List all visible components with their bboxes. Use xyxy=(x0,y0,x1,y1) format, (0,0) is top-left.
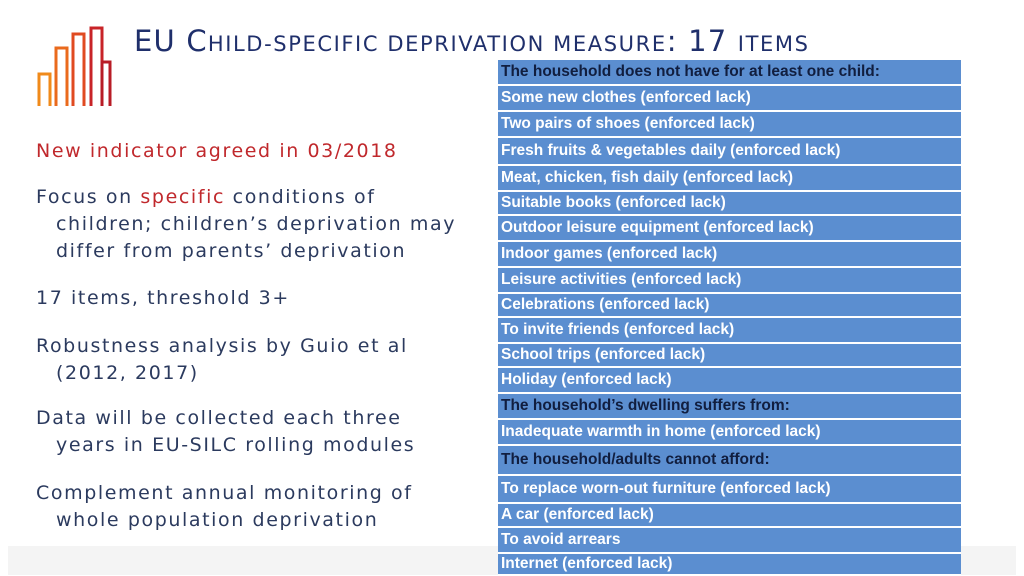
table-row: Holiday (enforced lack) xyxy=(498,368,961,394)
bullet-items-threshold: 17 items, threshold 3+ xyxy=(36,287,290,309)
table-row: Outdoor leisure equipment (enforced lack) xyxy=(498,216,961,242)
page-title: EU CHILD-SPECIFIC DEPRIVATION MEASURE: 17 ITEMS xyxy=(134,24,810,58)
table-row: Meat, chicken, fish daily (enforced lack) xyxy=(498,166,961,192)
table-row: Internet (enforced lack) xyxy=(498,554,961,576)
table-row: School trips (enforced lack) xyxy=(498,344,961,368)
table-section-header: The household/adults cannot afford: xyxy=(498,446,961,476)
table-row: A car (enforced lack) xyxy=(498,504,961,528)
table-row: To replace worn-out furniture (enforced lack) xyxy=(498,476,961,504)
logo-bars-icon xyxy=(34,26,112,110)
table-row: Indoor games (enforced lack) xyxy=(498,242,961,268)
bullet-complement: Complement annual monitoring of whole population deprivation xyxy=(36,482,413,531)
table-row: Some new clothes (enforced lack) xyxy=(498,86,961,112)
table-row: To avoid arrears xyxy=(498,528,961,554)
table-row: Two pairs of shoes (enforced lack) xyxy=(498,112,961,138)
table-row: Inadequate warmth in home (enforced lack) xyxy=(498,420,961,446)
bullet-focus: Focus on specific conditions of children; children’s deprivation may differ from parents’ deprivation xyxy=(36,186,457,262)
bullet-new-indicator: New indicator agreed in 03/2018 xyxy=(36,140,398,162)
table-row: Fresh fruits & vegetables daily (enforced lack) xyxy=(498,138,961,166)
table-section-header: The household’s dwelling suffers from: xyxy=(498,394,961,420)
bullet-data-collection: Data will be collected each three years in EU-SILC rolling modules xyxy=(36,407,416,456)
table-row: Suitable books (enforced lack) xyxy=(498,192,961,216)
bullet-robustness: Robustness analysis by Guio et al (2012, 2017) xyxy=(36,335,408,384)
table-section-header: The household does not have for at least one child: xyxy=(498,60,961,86)
table-row: Celebrations (enforced lack) xyxy=(498,294,961,318)
table-row: Leisure activities (enforced lack) xyxy=(498,268,961,294)
table-row: To invite friends (enforced lack) xyxy=(498,318,961,344)
